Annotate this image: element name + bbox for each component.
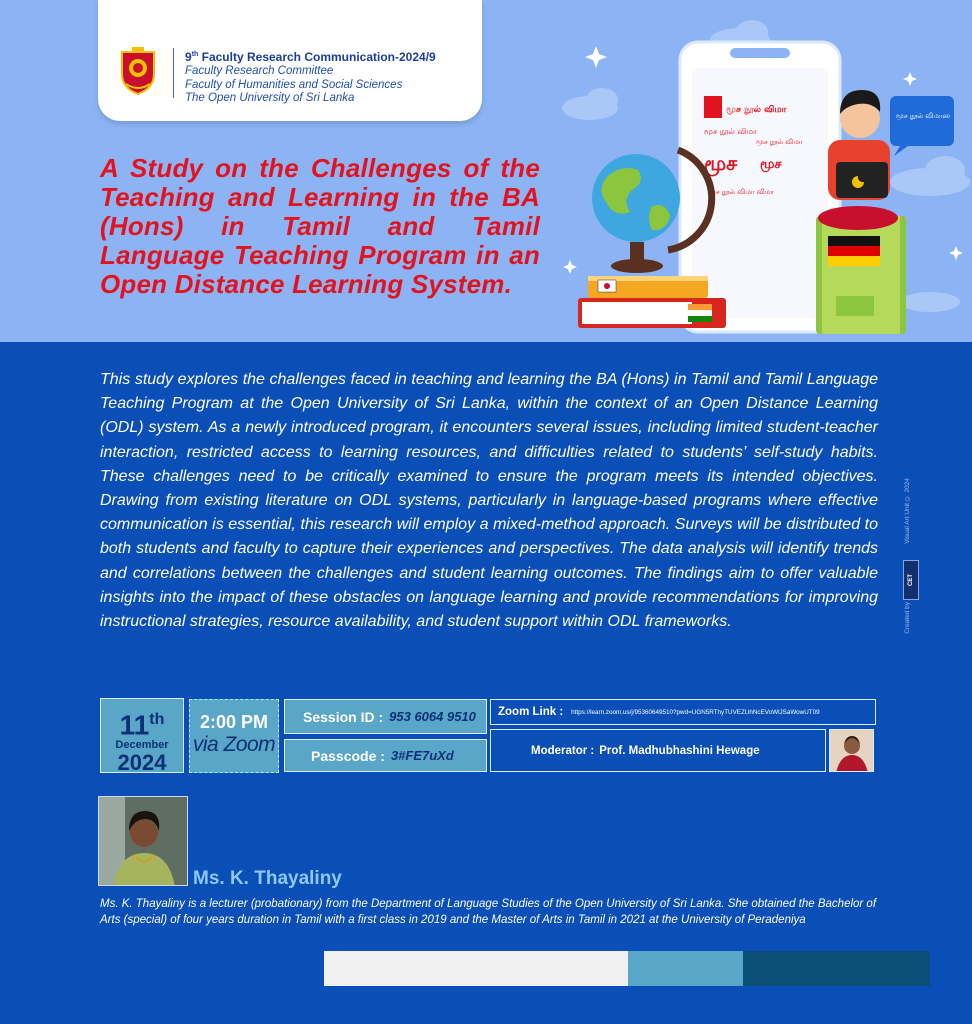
abstract-text: This study explores the challenges faced in teaching and learning the BA (Hons) in Tamil and Tamil Language Teaching Program at the Open University of Sri Lanka, within the context of an Open Distance Learning (ODL) system. As a newly introduced program, it encounters several issues, including limited student-teacher interaction, restricted access to learning resources, and difficulties related to students’ self-study habits. These challenges need to be critically examined to ensure the program meets its intended objectives. Drawing from existing literature on ODL systems, particularly in language-based programs where effective communication is essential, this research will employ a mixed-method approach. Surveys will be distributed to both students and faculty to capture their experiences and perspectives. The data analysis will identify trends and correlations between the challenges and student learning outcomes. The findings aim to offer valuable insights into the impact of these obstacles on language learning and provide recommendations for improving instructional strategies, resource availability, and student support within ODL frameworks. (100, 371, 878, 631)
visual-art-unit-label: Visual Art Unit © 2024 (904, 478, 911, 544)
svg-text:மூச நூல் விமா: மூச நூல் விமா (704, 127, 758, 136)
time-box (189, 699, 279, 773)
svg-text:மூச நூல் விமாஸ: மூச நூல் விமாஸ (896, 112, 951, 120)
date-year: 2024 (117, 750, 167, 776)
svg-text:மூச நூல் விமா: மூச நூல் விமா (726, 105, 787, 115)
passcode-label: Passcode : (311, 747, 385, 764)
header-divider (173, 48, 174, 98)
side-credit (898, 478, 928, 648)
cet-logo: CET (903, 560, 919, 600)
event-time: 2:00 PM (199, 712, 269, 732)
speaker-name: Ms. K. Thayaliny (193, 868, 342, 889)
header-text (185, 47, 436, 106)
svg-text:மூச: மூச (760, 157, 782, 172)
books-icon (578, 276, 726, 328)
svg-text:மூச: மூச (704, 151, 738, 175)
zoom-link-box (490, 699, 876, 725)
header-card (98, 0, 482, 121)
zoom-link-url[interactable]: https://learn.zoom.us/j/95360649510?pwd=UGN5RThyTUVEZUhNcEVoWlJSaWowUT09 (571, 708, 820, 716)
faculty-name: Faculty of Humanities and Social Sciences (185, 78, 403, 91)
svg-text:மூச நூல் விமா: மூச நூல் விமா (756, 138, 803, 146)
svg-text:மூச நூல் விமா விமா: மூச நூல் விமா விமா (708, 188, 774, 196)
created-by-label: Created by (904, 602, 911, 634)
session-id-value: 953 6064 9510 (389, 709, 476, 724)
session-id-box (284, 699, 487, 734)
committee-name: Faculty Research Committee (185, 65, 334, 77)
passcode-box (284, 739, 487, 772)
moderator-label: Moderator : (531, 744, 595, 757)
date-month: December (115, 739, 169, 752)
passcode-value: 3#FE7uXd (390, 748, 454, 763)
bottom-bar-segment-light (324, 951, 628, 986)
moderator-name: Prof. Madhubhashini Hewage (599, 744, 760, 757)
event-platform: via Zoom (192, 733, 276, 756)
language-learning-illustration (560, 10, 972, 342)
zoom-link-label: Zoom Link : (498, 706, 564, 718)
speaker-photo (98, 796, 188, 886)
university-crest-icon (118, 46, 158, 96)
faculty-series-title: 9th Faculty Research Communication-2024/9 (185, 50, 436, 64)
bottom-bar-segment-dark (743, 951, 930, 986)
top-banner (0, 0, 972, 342)
moderator-photo (829, 729, 874, 772)
speaker-bio: Ms. K. Thayaliny is a lecturer (probationary) from the Department of Language Studies of the Open University of Sri Lanka. She obtained the Bachelor of Arts (special) of four years duration in Tamil with a first class in 2019 and the Master of Arts in Tamil in 2021 at the University of Peradeniya (100, 898, 877, 926)
session-id-label: Session ID : (303, 708, 384, 725)
date-day: 11th (119, 709, 165, 741)
bottom-bar-segment-teal (628, 951, 743, 986)
moderator-box (490, 729, 826, 772)
date-box (100, 698, 184, 776)
page-title: A Study on the Challenges of the Teaching and Learning in the BA (Hons) in Tamil and Tamil Language Teaching Program in an Open Distance Learning System. (100, 153, 540, 299)
university-name: The Open University of Sri Lanka (185, 92, 355, 104)
bottom-color-bar (324, 951, 930, 986)
german-flag-book-icon (816, 216, 906, 334)
